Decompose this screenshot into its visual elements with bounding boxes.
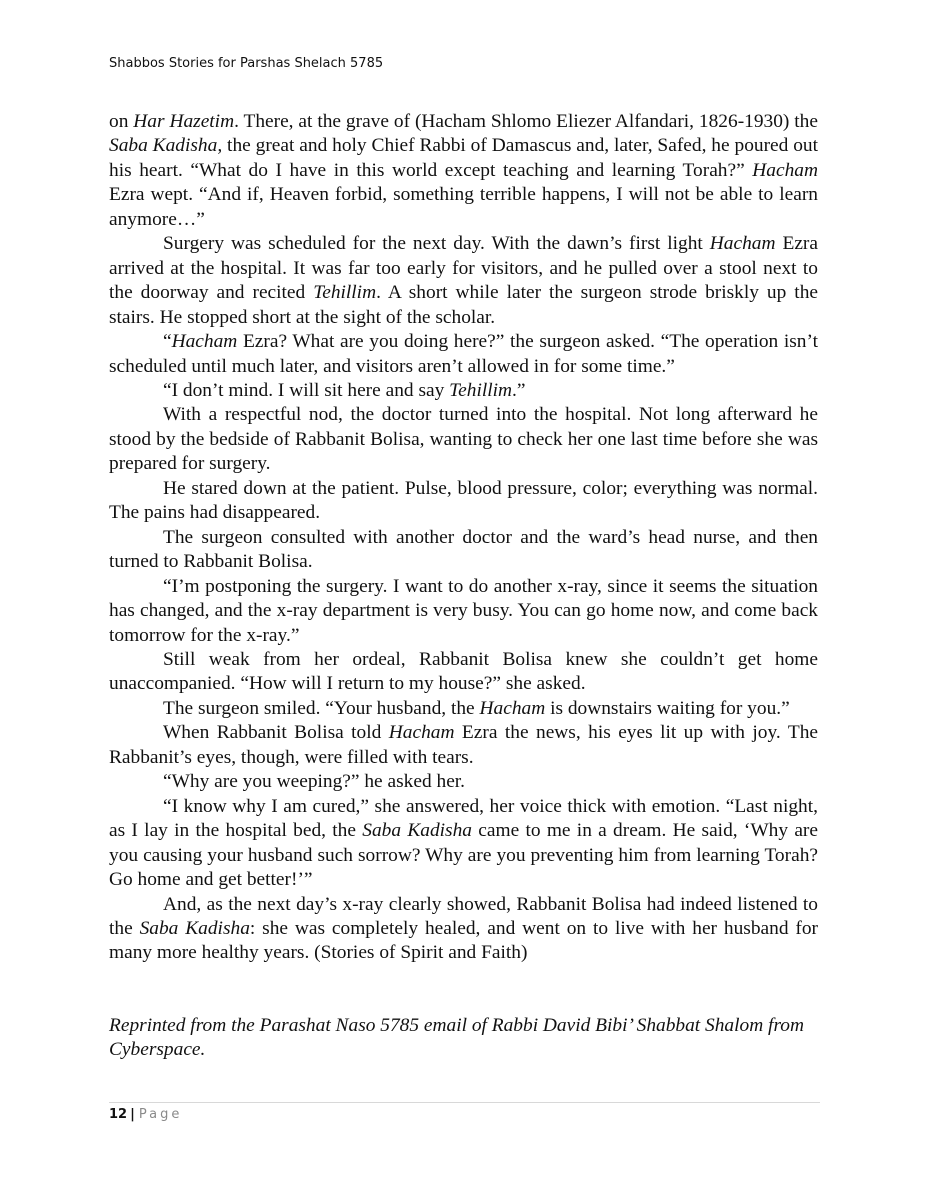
story-paragraph	[109, 721, 818, 770]
story-paragraph	[109, 893, 818, 966]
text-run: Still weak from her ordeal, Rabbanit Bolisa knew she couldn’t get home unaccompanied. “How will I return to my house?” she asked.	[109, 648, 818, 695]
text-run: Surgery was scheduled for the next day. With the dawn’s first light	[163, 233, 710, 255]
text-run: .”	[512, 379, 526, 401]
story-paragraph	[109, 575, 818, 648]
text-run: “I don’t mind. I will sit here and say	[163, 379, 450, 401]
text-run: “I’m postponing the surgery. I want to do another x-ray, since it seems the situation has changed, and the x-ray department is very busy. You can go home now, and come back tomorrow for the x-ray.”	[109, 575, 818, 646]
story-paragraph	[109, 648, 818, 697]
story-paragraph	[109, 795, 818, 893]
text-run: When Rabbanit Bolisa told	[163, 722, 389, 744]
text-run: Ezra? What are you doing here?” the surgeon asked. “The operation isn’t scheduled until much later, and visitors aren’t allowed in for some time.”	[109, 331, 818, 377]
italic-run: Saba Kadisha	[139, 917, 250, 939]
text-run: With a respectful nod, the doctor turned into the hospital. Not long afterward he stood by the bedside of Rabbanit Bolisa, wanting to check her one last time before she was prepared for surgery.	[109, 404, 818, 475]
story-paragraph	[109, 330, 818, 379]
story-paragraph	[109, 526, 818, 575]
italic-run: Saba Kadisha,	[109, 135, 223, 157]
story-body	[109, 110, 818, 966]
story-paragraph	[109, 403, 818, 476]
page-number: 12	[109, 1107, 128, 1122]
text-run: : she was completely healed, and went on to live with her husband for many more healthy years. (Stories of Spirit and Faith)	[109, 917, 818, 964]
reprint-note: Reprinted from the Parashat Naso 5785 email of Rabbi David Bibi’ Shabbat Shalom from Cyberspace.	[109, 1015, 804, 1061]
running-header: Shabbos Stories for Parshas Shelach 5785	[109, 56, 384, 71]
story-paragraph	[109, 770, 818, 794]
italic-run: Hacham	[479, 697, 546, 719]
text-run: is downstairs waiting for you.”	[545, 697, 790, 719]
italic-run: Hacham	[752, 159, 818, 181]
italic-run: Hacham	[709, 233, 776, 255]
text-run: He stared down at the patient. Pulse, blood pressure, color; everything was normal. The pains had disappeared.	[109, 477, 818, 524]
italic-run: Tehillim	[449, 379, 512, 401]
footer-separator: |	[130, 1107, 135, 1122]
italic-run: Hacham	[388, 722, 455, 744]
text-run: . There, at the grave of (Hacham Shlomo Eliezer Alfandari, 1826-1930) the	[234, 111, 818, 132]
page-footer	[109, 1107, 182, 1122]
italic-run: Saba Kadisha	[362, 820, 472, 842]
page-label: Page	[138, 1107, 183, 1122]
text-run: “	[163, 331, 172, 353]
text-run: . A short while later the surgeon strode briskly up the stairs. He stopped short at the sight of the scholar.	[109, 282, 818, 328]
text-run: Ezra wept. “And if, Heaven forbid, something terrible happens, I will not be able to learn anymore…”	[109, 184, 818, 230]
text-run: Ezra arrived at the hospital. It was far too early for visitors, and he pulled over a stool next to the doorway and recited	[109, 233, 818, 304]
italic-run: Har Hazetim	[133, 111, 235, 132]
italic-run: Hacham	[171, 331, 238, 353]
story-paragraph	[109, 697, 818, 721]
footer-divider	[109, 1102, 820, 1103]
story-paragraph	[109, 379, 818, 403]
text-run: on	[109, 111, 134, 132]
italic-run: Tehillim	[313, 282, 377, 304]
text-run: And, as the next day’s x-ray clearly showed, Rabbanit Bolisa had indeed listened to the	[109, 893, 818, 939]
text-run: The surgeon consulted with another doctor and the ward’s head nurse, and then turned to Rabbanit Bolisa.	[109, 526, 818, 573]
text-run: “Why are you weeping?” he asked her.	[163, 771, 466, 793]
story-paragraph	[109, 110, 818, 232]
story-paragraph	[109, 477, 818, 526]
text-run: the great and holy Chief Rabbi of Damascus and, later, Safed, he poured out his heart. “What do I have in this world except teaching and learning Torah?”	[109, 135, 819, 181]
text-run: Ezra the news, his eyes lit up with joy. The Rabbanit’s eyes, though, were filled with tears.	[109, 722, 819, 768]
story-paragraph	[109, 232, 818, 330]
text-run: “I know why I am cured,” she answered, her voice thick with emotion. “Last night, as I lay in the hospital bed, the	[109, 795, 818, 842]
text-run: came to me in a dream. He said, ‘Why are you causing your husband such sorrow? Why are you preventing him from learning Torah? Go home and get better!’”	[109, 820, 818, 891]
text-run: The surgeon smiled. “Your husband, the	[163, 697, 480, 719]
